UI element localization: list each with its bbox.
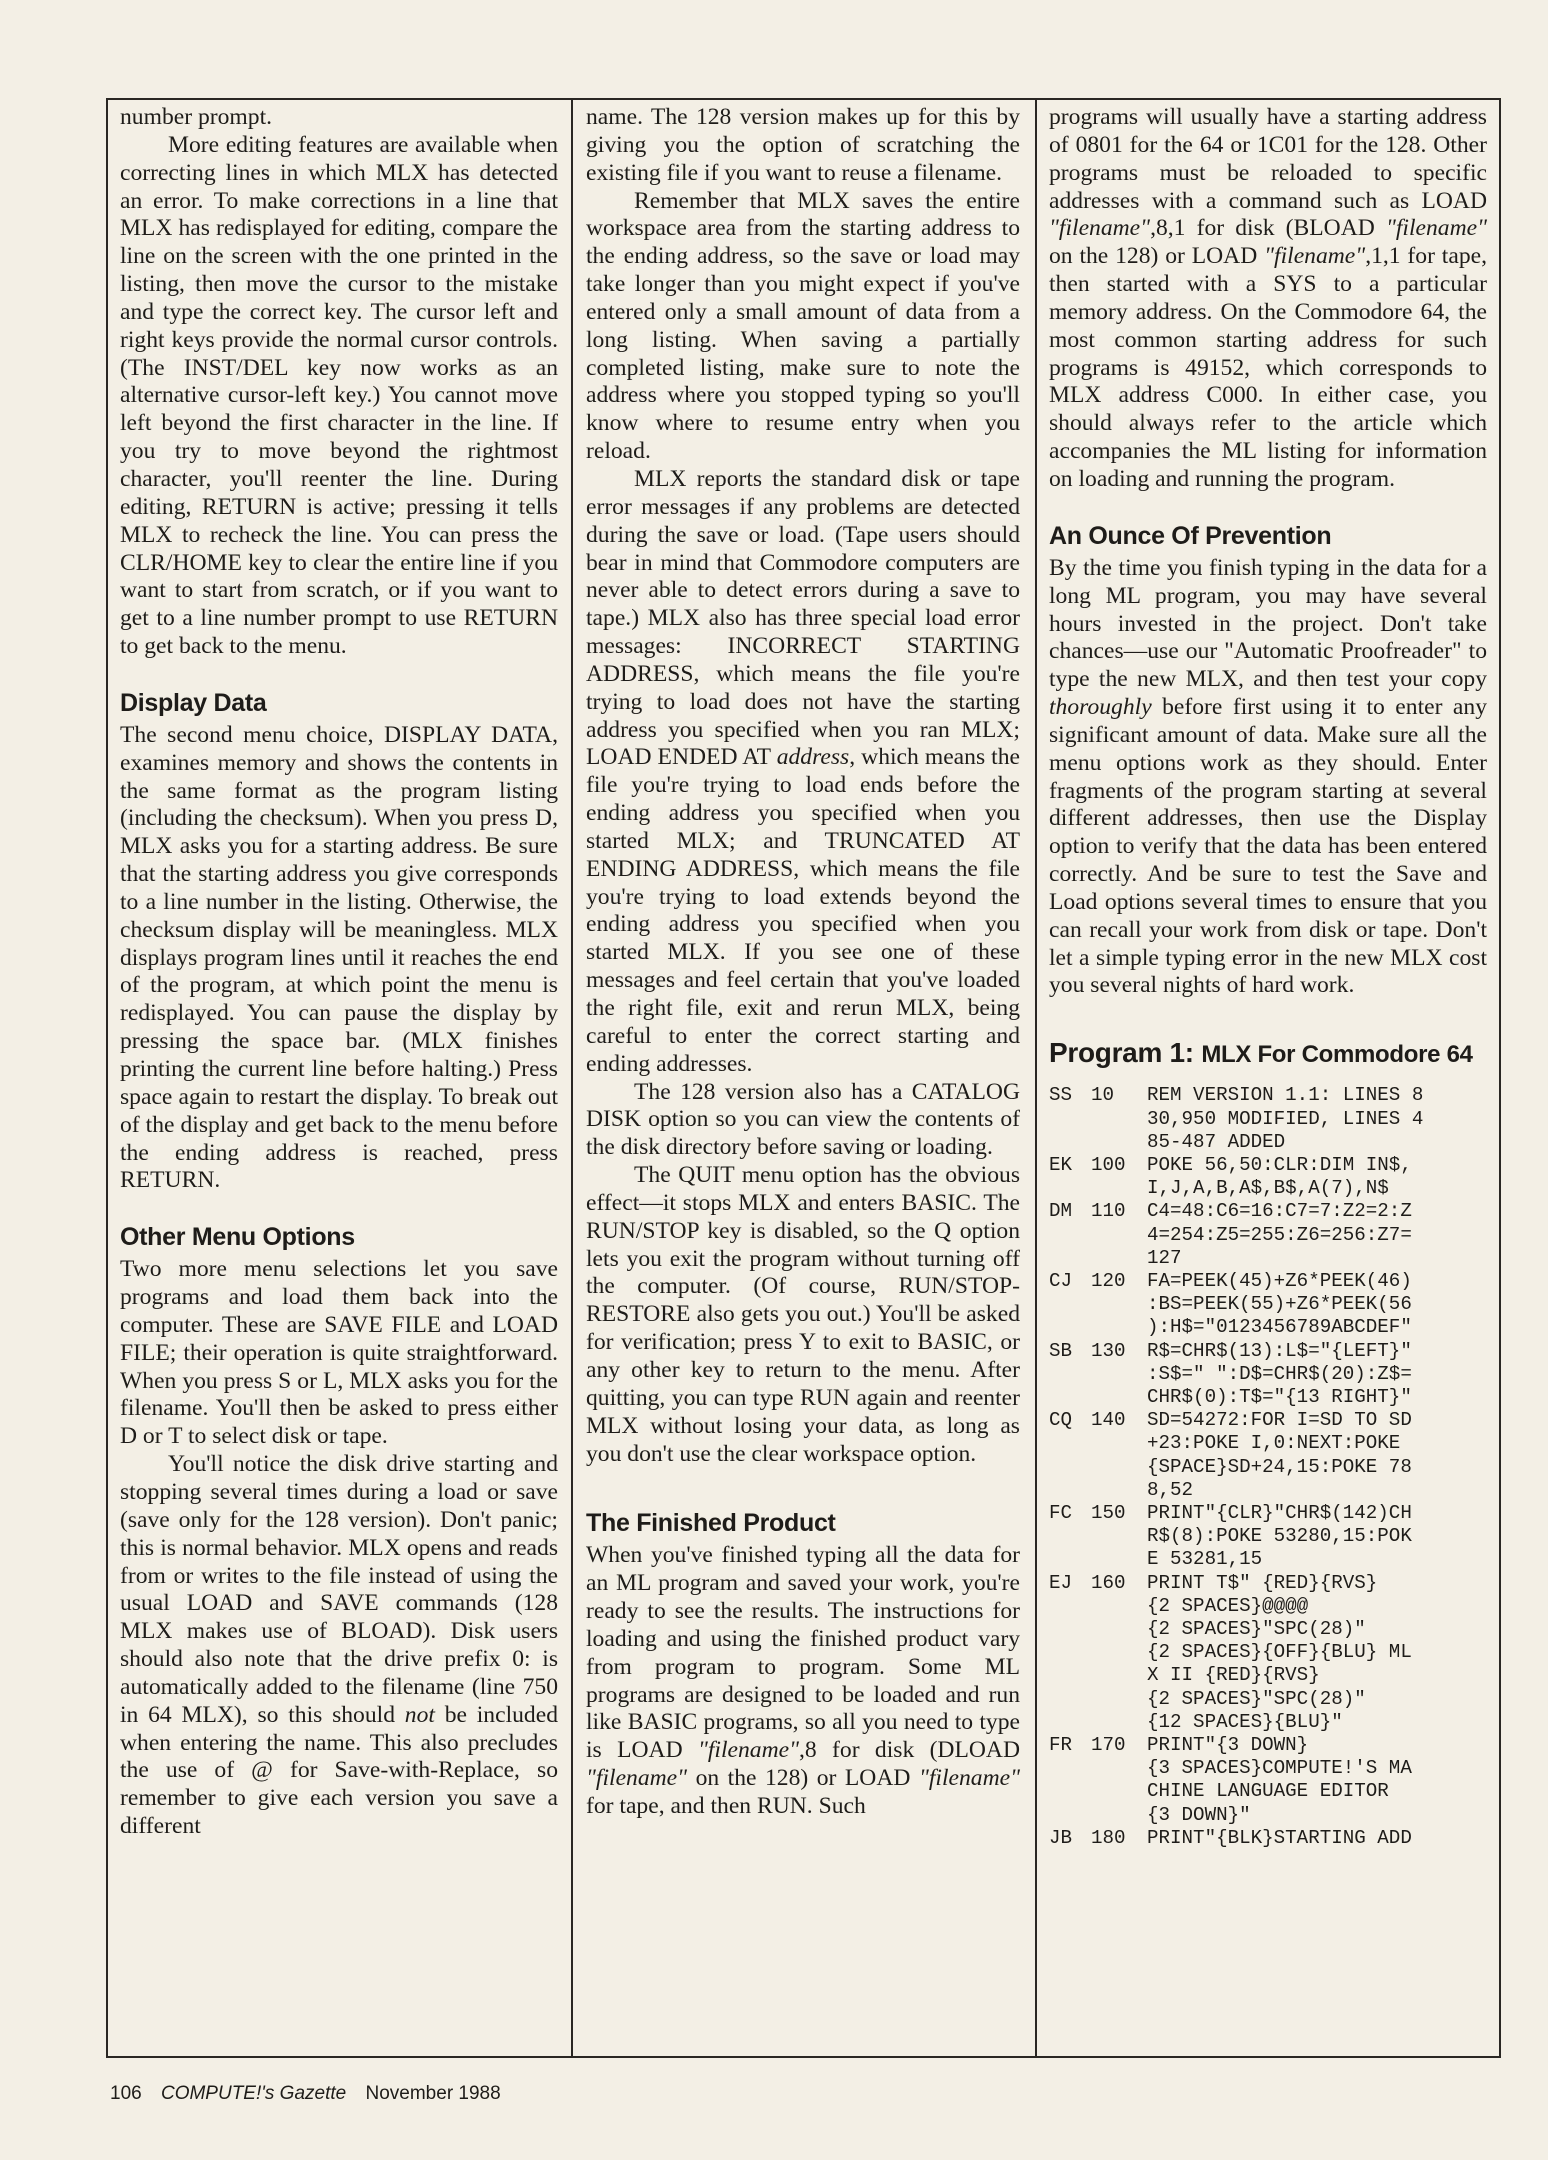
listing-line [1049,1734,1487,1827]
code: PRINT"{CLR}"CHR$(142)CH R$(8):POKE 53280,15:POK E 53281,15 [1147,1501,1412,1571]
listing-line [1049,1270,1487,1340]
section-heading-ounce-of-prevention: An Ounce Of Prevention [1049,521,1332,550]
paragraph: More editing features are available when correcting lines in which MLX has detected an error. To make corrections in a line that MLX has redisplayed for editing, compare the line on the screen with the one printed in the listing, then move the cursor to the mistake and type the correct key. The cursor left and right keys provide the normal cursor controls. (The INST/DEL key now works as an alternative cursor-left key.) You cannot move left beyond the first character in the line. If you try to move beyond the rightmost character, you'll reenter the line. During editing, RETURN is active; pressing it tells MLX to recheck the line. You can press the CLR/HOME key to clear the entire line if you want to start from scratch, or if you want to get to a line number prompt to use RETURN to get back to the menu. [120,131,558,660]
listing-line [1049,1572,1487,1734]
section-heading-finished-product: The Finished Product [586,1509,836,1538]
listing-line [1049,1200,1487,1270]
listing-line [1049,1154,1487,1200]
code: R$=CHR$(13):L$="{LEFT}" :S$=" ":D$=CHR$(20):Z$= CHR$(0):T$="{13 RIGHT}" [1147,1339,1412,1408]
column-1 [120,104,558,1841]
listing-line [1049,1409,1487,1502]
checksum: CJ [1049,1269,1073,1292]
page-number: 106 [110,2083,142,2104]
code: PRINT"{3 DOWN} {3 SPACES}COMPUTE!'S MA CHINE LANGUAGE EDITOR {3 DOWN}" [1147,1734,1412,1826]
page-footer [110,2083,501,2105]
line-number: 100 [1091,1153,1126,1176]
checksum: DM [1049,1200,1073,1223]
paragraph: number prompt. [120,104,273,130]
code: FA=PEEK(45)+Z6*PEEK(46) :BS=PEEK(55)+Z6*PEEK(56 ):H$="0123456789ABCDEF" [1147,1269,1412,1339]
listing-line [1049,1502,1487,1572]
listing-line [1049,1340,1487,1410]
paragraph: programs will usually have a starting address of 0801 for the 64 or 1C01 for the 128. Other programs must be reloaded to specific addresses with a command such as LOAD "filename",8,1 for disk (BLOAD "filename" on the 128) or LOAD "filename",1,1 for tape, then started with a SYS to a particular memory address. On the Commodore 64, the most common starting address for such programs is 49152, which corresponds to MLX address C000. In either case, you should always refer to the article which accompanies the ML listing for information on loading and running the program. [1049,104,1487,492]
checksum: EJ [1049,1571,1073,1594]
program-listing [1049,1084,1487,1850]
checksum: JB [1049,1826,1073,1849]
checksum: EK [1049,1153,1073,1176]
line-number: 10 [1091,1084,1115,1107]
issue-date: November 1988 [365,2083,501,2104]
line-number: 140 [1091,1409,1126,1432]
column-rule-2 [1035,100,1037,2056]
column-2 [586,104,1020,1821]
checksum: CQ [1049,1409,1073,1432]
code: REM VERSION 1.1: LINES 8 30,950 MODIFIED, LINES 4 85-487 ADDED [1147,1084,1424,1153]
magazine-name: COMPUTE!'s Gazette [160,2083,347,2104]
checksum: FR [1049,1734,1073,1756]
paragraph: By the time you finish typing in the data for a long ML program, you may have several hours invested in the project. Don't take chances—use our "Automatic Proofreader" to type the new MLX, and then test your copy thoroughly before first using it to enter any significant amount of data. Make sure all the menu options work as they should. Enter fragments of the program starting at several different addresses, then use the Display option to verify that the data has been entered correctly. And be sure to test the Save and Load options several times to ensure that you can recall your work from disk or tape. Don't let a simple typing error in the new MLX cost you several nights of hard work. [1049,554,1487,999]
line-number: 160 [1091,1571,1126,1594]
checksum: SB [1049,1339,1073,1362]
line-number: 130 [1091,1339,1126,1362]
column-3 [1049,104,1487,1850]
checksum: FC [1049,1501,1073,1524]
paragraph: When you've finished typing all the data for an ML program and saved your work, you're ready to see the results. The instructions for loading and using the finished product vary from program to program. Some ML programs are designed to be loaded and run like BASIC programs, so all you need to type is LOAD "filename",8 for disk (DLOAD "filename" on the 128) or LOAD "filename" for tape, and then RUN. Such [586,1542,1021,1819]
paragraph: MLX reports the standard disk or tape error messages if any problems are detected during the save or load. (Tape users should bear in mind that Commodore computers are never able to detect errors during a save to tape.) MLX also has three special load error messages: INCORRECT STARTING ADDRESS, which means the file you're trying to load does not have the starting address you specified when you ran MLX; LOAD ENDED AT address, which means the file you're trying to load ends before the ending address you specified when you started MLX; and TRUNCATED AT ENDING ADDRESS, which means the file you're trying to load extends beyond the ending address you specified when you started MLX. If you see one of these messages and feel certain that you've loaded the right file, exit and rerun MLX, being careful to enter the correct starting and ending addresses. [586,465,1020,1077]
column-rule-1 [571,100,573,2056]
paragraph: The QUIT menu option has the obvious effect—it stops MLX and enters BASIC. The RUN/STOP key is disabled, so the Q option lets you exit the program without turning off the computer. (Of course, RUN/STOP-RESTORE also gets you out.) You'll be asked for verification; press Y to exit to BASIC, or any other key to return to the menu. After quitting, you can type RUN again and reenter MLX without losing your data, as long as you don't use the clear workspace option. [586,1162,1020,1467]
section-heading-other-menu-options: Other Menu Options [120,1223,355,1252]
paragraph: The second menu choice, DISPLAY DATA, examines memory and shows the contents in the same format as the program listing (including the checksum). When you press D, MLX asks you for a starting address. Be sure that the starting address you give corresponds to a line number in the listing. Otherwise, the checksum display will be meaningless. MLX displays program lines until it reaches the end of the program, at which point the menu is redisplayed. You can pause the display by pressing the space bar. (MLX finishes printing the current line before halting.) Press space again to restart the display. To break out of the display and get back to the menu before the ending address is reached, press RETURN. [120,721,558,1194]
checksum: SS [1049,1084,1073,1107]
code: PRINT"{BLK}STARTING ADD [1147,1826,1412,1849]
paragraph: Two more menu selections let you save programs and load them back into the computer. These are SAVE FILE and LOAD FILE; their operation is quite straightforward. When you press S or L, MLX asks you for the filename. You'll then be asked to press either D or T to select disk or tape. [120,1256,558,1450]
listing-line [1049,1084,1487,1154]
code: C4=48:C6=16:C7=7:Z2=2:Z 4=254:Z5=255:Z6=256:Z7= 127 [1147,1200,1412,1269]
section-heading-display-data: Display Data [120,688,267,717]
code: PRINT T$" {RED}{RVS} {2 SPACES}@@@@ {2 SPACES}"SPC(28)" {2 SPACES}{OFF}{BLU} ML X II {RED}{RVS} {2 SPACES}"SPC(28)" {12 SPACES}{BLU}" [1147,1571,1412,1733]
paragraph: name. The 128 version makes up for this by giving you the option of scratching the existing file if you want to reuse a filename. [586,104,1020,186]
line-number: 170 [1091,1734,1126,1756]
listing-line [1049,1827,1487,1850]
program-title: Program 1: MLX For Commodore 64 [1049,1037,1473,1069]
paragraph: You'll notice the disk drive starting and stopping several times during a load or save (save only for the 128 version). Don't panic; this is normal behavior. MLX opens and reads from or writes to the file instead of using the usual LOAD and SAVE commands (128 MLX makes use of BLOAD). Disk users should also note that the drive prefix 0: is automatically added to the filename (line 750 in 64 MLX), so this should not be included when entering the name. This also precludes the use of @ for Save-with-Replace, so remember to give each version you save a different [120,1451,558,1840]
code: SD=54272:FOR I=SD TO SD +23:POKE I,0:NEXT:POKE {SPACE}SD+24,15:POKE 78 8,52 [1147,1409,1412,1501]
line-number: 180 [1091,1826,1126,1849]
line-number: 110 [1091,1200,1126,1223]
code: POKE 56,50:CLR:DIM IN$, I,J,A,B,A$,B$,A(7),N$ [1147,1153,1412,1200]
paragraph: The 128 version also has a CATALOG DISK option so you can view the contents of the disk directory before saving or loading. [586,1078,1020,1161]
paragraph: Remember that MLX saves the entire workspace area from the starting address to the ending address, so the save or load may take longer than you might expect if you've entered only a small amount of data from a long listing. When saving a partially completed listing, make sure to note the address where you stopped typing so you'll know where to resume entry when you reload. [586,187,1020,465]
line-number: 120 [1091,1269,1126,1292]
line-number: 150 [1091,1501,1126,1524]
